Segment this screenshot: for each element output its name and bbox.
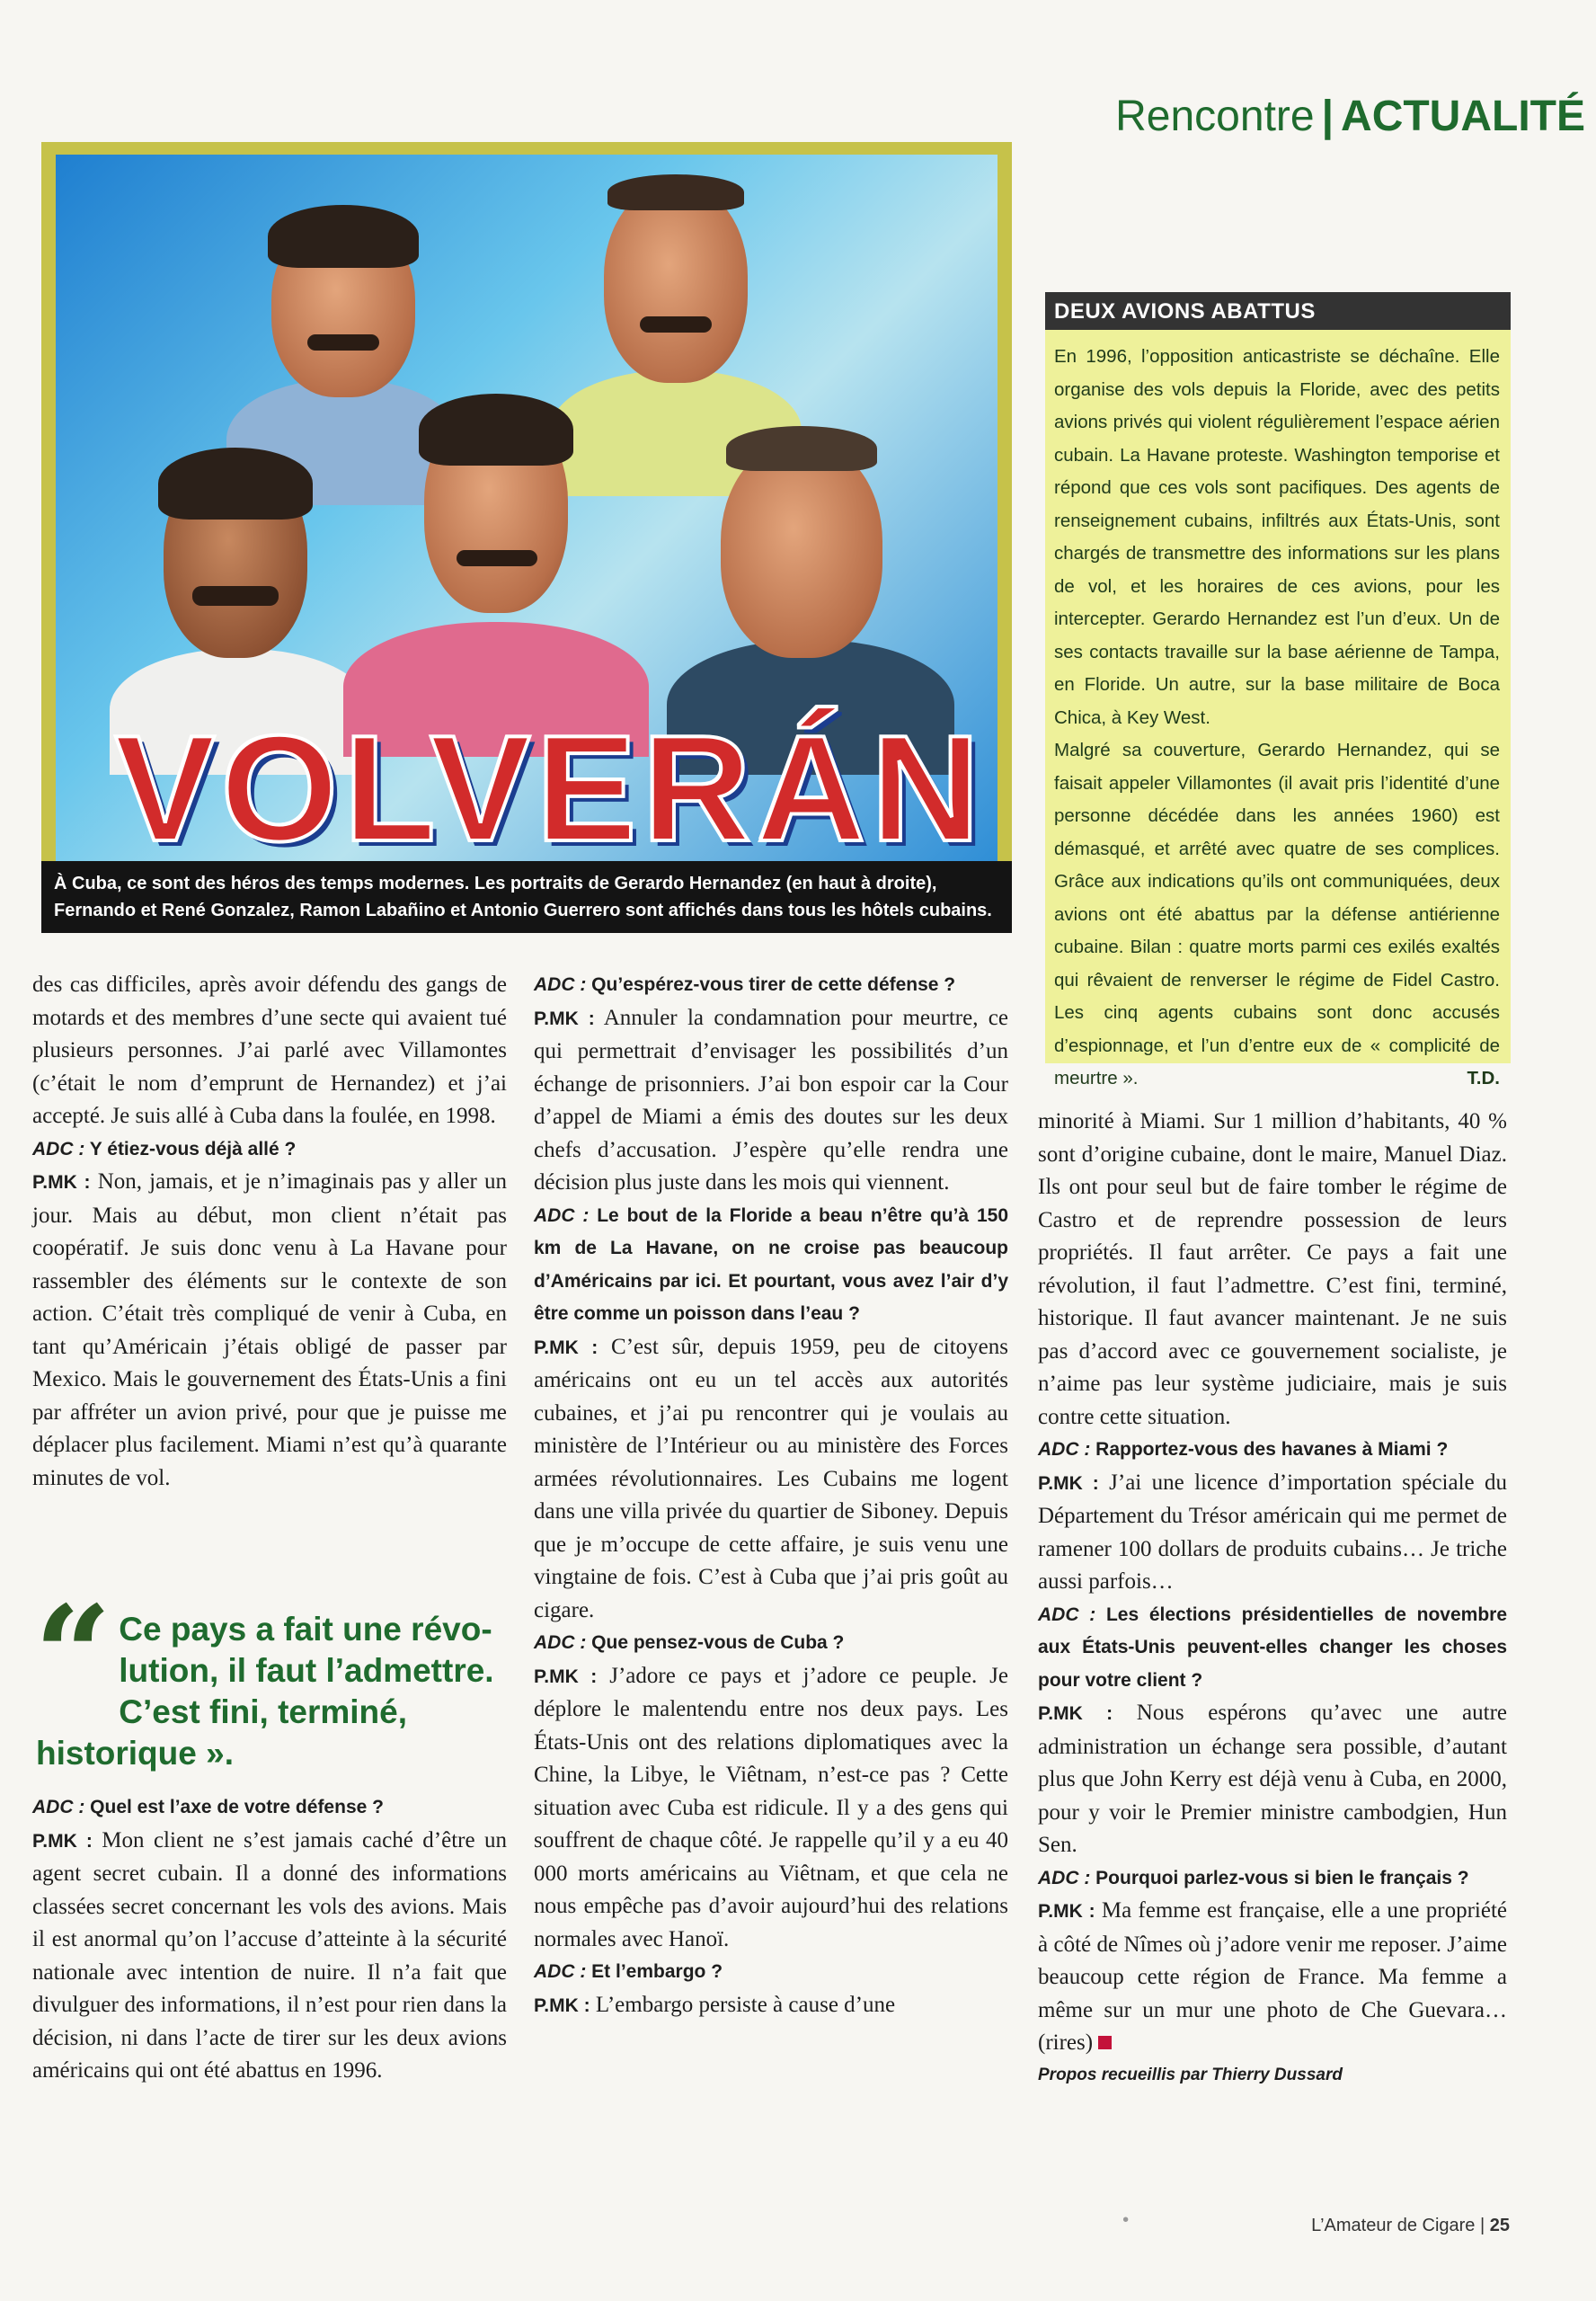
sidebar-title: DEUX AVIONS ABATTUS xyxy=(1045,292,1511,330)
answer: P.MK : Ma femme est française, elle a une propriété à côté de Nîmes où j’adore venir me reposer. J’aime beaucoup cette région de France. Ma femme a même sur un mur une photo de Che Guevara… (rires) xyxy=(1038,1898,1508,2055)
answer: P.MK : C’est sûr, depuis 1959, peu de citoyens américains ont eu un tel accès aux autorités cubaines, et j’ai pu rencontrer qui je voulais au ministère de l’Intérieur ou au ministère des Forces armées révolutionnaires. Les Cubains me logent dans une villa privée du quartier de Siboney. Depuis que je m’occupe de cette affaire, je suis venu une vingtaine de fois. C’est à Cuba que j’ai pris goût au cigare. xyxy=(534,1334,1009,1622)
page-number: 25 xyxy=(1489,2216,1510,2235)
pull-quote xyxy=(34,1577,510,1774)
answer: P.MK : L’embargo persiste à cause d’une xyxy=(534,1992,896,2017)
body-paragraph: des cas difficiles, après avoir défendu des gangs de motards et des membres d’une secte qui avaient tué plusieurs personnes. J’ai parlé avec Villamontes (c’était le nom d’emprunt de Hernandez) et j’ai accepté. Je suis allé à Cuba dans la foulée, en 1998. xyxy=(32,973,507,1128)
end-of-article-icon xyxy=(1098,2036,1112,2049)
question: ADC : Le bout de la Floride a beau n’être qu’à 150 km de La Havane, on ne croise pas beaucoup d’Américains par ici. Et pourtant, vous avez l’air d’y être comme un poisson dans l’eau ? xyxy=(534,1204,1009,1324)
question: ADC : Qu’espérez-vous tirer de cette défense ? xyxy=(534,974,956,995)
question: ADC : Que pensez-vous de Cuba ? xyxy=(534,1632,845,1653)
article-column-3 xyxy=(1038,1106,1507,2091)
page-footer xyxy=(1122,2210,1510,2236)
photo-caption xyxy=(41,861,1012,933)
portrait-middle-left xyxy=(128,442,343,748)
answer: P.MK : J’adore ce pays et j’adore ce peuple. Je déplore le malentendu entre nos deux pays. Les États-Unis ont des relations diplomatiques avec la Chine, la Libye, le Viêtnam, n’est-ce pas ? Cette situation avec Cuba est ridicule. Il y a des gens qui souffrent de chaque côté. Je rappelle qu’il y a eu 40 000 morts américains au Viêtnam, et que cela ne nous empêche pas d’avoir aujourd’hui des relations normales avec Hanoï. xyxy=(534,1663,1008,1951)
answer: P.MK : Nous espérons qu’avec une autre administration un échange sera possible, d’autant plus que John Kerry est déjà venu à Cuba, en 2000, pour y voir le Premier ministre cambodgien, Hun Sen. xyxy=(1038,1701,1508,1857)
sidebar-box xyxy=(1045,292,1511,1088)
question: ADC : Y étiez-vous déjà allé ? xyxy=(32,1138,297,1159)
sidebar-paragraph: Malgré sa couverture, Gerardo Hernandez, qui se faisait appeler Villamontes (il avait pris l’identité d’une personne décédée dans les années 1960) est démasqué, et arrêté avec quatre de ses complices. Grâce aux indications qu’ils ont communiquées, deux avions ont été abattus par la défense antiérienne cubaine. Bilan : quatre morts parmi ces exilés exaltés qui rêvaient de renverser le régime de Fidel Castro. Les cinq agents cubains sont donc accusés d’espionnage, et l’un d’entre eux de « complicité de meurtre ». T.D. xyxy=(1054,734,1500,1096)
sidebar-paragraph: En 1996, l’opposition anticastriste se déchaîne. Elle organise des vols depuis la Floride, avec des petits avions privés qui violent régulièrement l’espace aérien cubain. La Havane proteste. Washington temporise et répond que ces vols sont pacifiques. Des agents de renseignement cubains, infiltrés aux États-Unis, sont chargés de transmettre des informations sur les plans de vol, et les horaires de ces avions, pour les intercepter. Gerardo Hernandez est l’un d’eux. Un de ses contacts travaille sur la base aérienne de Tampa, en Floride. Un autre, sur la base militaire de Boca Chica, à Key West. xyxy=(1054,346,1500,728)
section-category: ACTUALITÉ xyxy=(1341,93,1585,140)
article-column-1-lower xyxy=(32,1791,507,2088)
decorative-dot-icon: • xyxy=(1122,2210,1130,2230)
answer: P.MK : J’ai une licence d’importation spéciale du Département du Trésor américain qui me permet de ramener 100 dollars de produits cubains… Je triche aussi parfois… xyxy=(1038,1470,1508,1594)
question: ADC : Pourquoi parlez-vous si bien le français ? xyxy=(1038,1867,1469,1888)
caption-line-2: Fernando et René Gonzalez, Ramon Labañino et Antonio Guerrero sont affichés dans tous les hôtels cubains. xyxy=(54,901,992,920)
header-separator: | xyxy=(1321,93,1334,140)
footer-separator: | xyxy=(1479,2216,1485,2235)
question: ADC : Quel est l’axe de votre défense ? xyxy=(32,1797,384,1817)
answer: P.MK : Mon client ne s’est jamais caché d’être un agent secret cubain. Il a donné des informations classées secret concernant les vols des avions. Mais il est anormal qu’on l’accuse d’atteinte à la sécurité nationale avec intention de nuire. Il n’a fait que divulguer des informations, il n’est pour rien dans la décision, ni dans l’acte de tirer sur les deux avions américains qui ont été abattus en 1996. xyxy=(32,1827,508,2083)
pull-quote-line: Ce pays a fait une révo- xyxy=(119,1611,492,1648)
photo-frame xyxy=(41,142,1012,872)
question: ADC : Les élections présidentielles de novembre aux États-Unis peuvent-elles changer les choses pour votre client ? xyxy=(1038,1604,1507,1691)
interview-credit: Propos recueillis par Thierry Dussard xyxy=(1038,2065,1343,2084)
section-name: Rencontre xyxy=(1115,93,1315,140)
pull-quote-line: lution, il faut l’admettre. xyxy=(119,1652,494,1689)
question: ADC : Rapportez-vous des havanes à Miami ? xyxy=(1038,1439,1449,1460)
cuban-five-poster-photo xyxy=(56,155,998,861)
sidebar-signature: T.D. xyxy=(1467,1068,1500,1088)
article-column-1 xyxy=(32,969,507,1495)
section-header xyxy=(1115,90,1585,144)
magazine-name: L’Amateur de Cigare xyxy=(1311,2216,1476,2235)
article-column-2 xyxy=(534,969,1008,2022)
answer: P.MK : Non, jamais, et je n’imaginais pas y aller un jour. Mais au début, mon client n’était pas coopératif. Je suis donc venu à La Havane pour rassembler des éléments sur le contexte de son action. C’était très compliqué de venir à Cuba, en tant qu’Américain j’étais obligé de passer par Mexico. Mais le gouvernement des États-Unis a fini par affréter un avion privé, pour que je puisse me déplacer plus facilement. Miami n’est qu’à quarante minutes de vol. xyxy=(32,1169,508,1490)
body-paragraph: minorité à Miami. Sur 1 million d’habitants, 40 % sont d’origine cubaine, dont le maire, Manuel Diaz. Ils ont pour seul but de faire tomber le régime de Castro et de reprendre possession de leurs propriétés. Il faut arrêter. Ce pays a fait une révolution, il faut l’admettre. C’est fini, terminé, historique. Il faut avancer maintenant. Je ne suis pas d’accord avec ce gouvernement socialiste, je n’aime pas leur système judiciaire, mais je suis contre cette situation. xyxy=(1038,1109,1507,1429)
sidebar-body xyxy=(1045,330,1511,1096)
quote-mark-icon: “ xyxy=(34,1577,112,1735)
answer: P.MK : Annuler la condamnation pour meurtre, ce qui permettrait d’envisager les possibilités d’un échange de prisonniers. J’ai bon espoir car la Cour d’appel de Miami a émis des doutes sur les deux chefs d’accusation. J’espère qu’elle rendra une décision plus juste dans les mois qui viennent. xyxy=(534,1005,1008,1195)
poster-title: VOLVERÁN xyxy=(114,704,986,861)
caption-line-1: À Cuba, ce sont des héros des temps modernes. Les portraits de Gerardo Hernandez (en haut à droite), xyxy=(54,874,937,893)
portrait-center xyxy=(379,379,613,739)
question: ADC : Et l’embargo ? xyxy=(534,1961,723,1982)
pull-quote-line: C’est fini, terminé, historique ». xyxy=(36,1693,408,1772)
